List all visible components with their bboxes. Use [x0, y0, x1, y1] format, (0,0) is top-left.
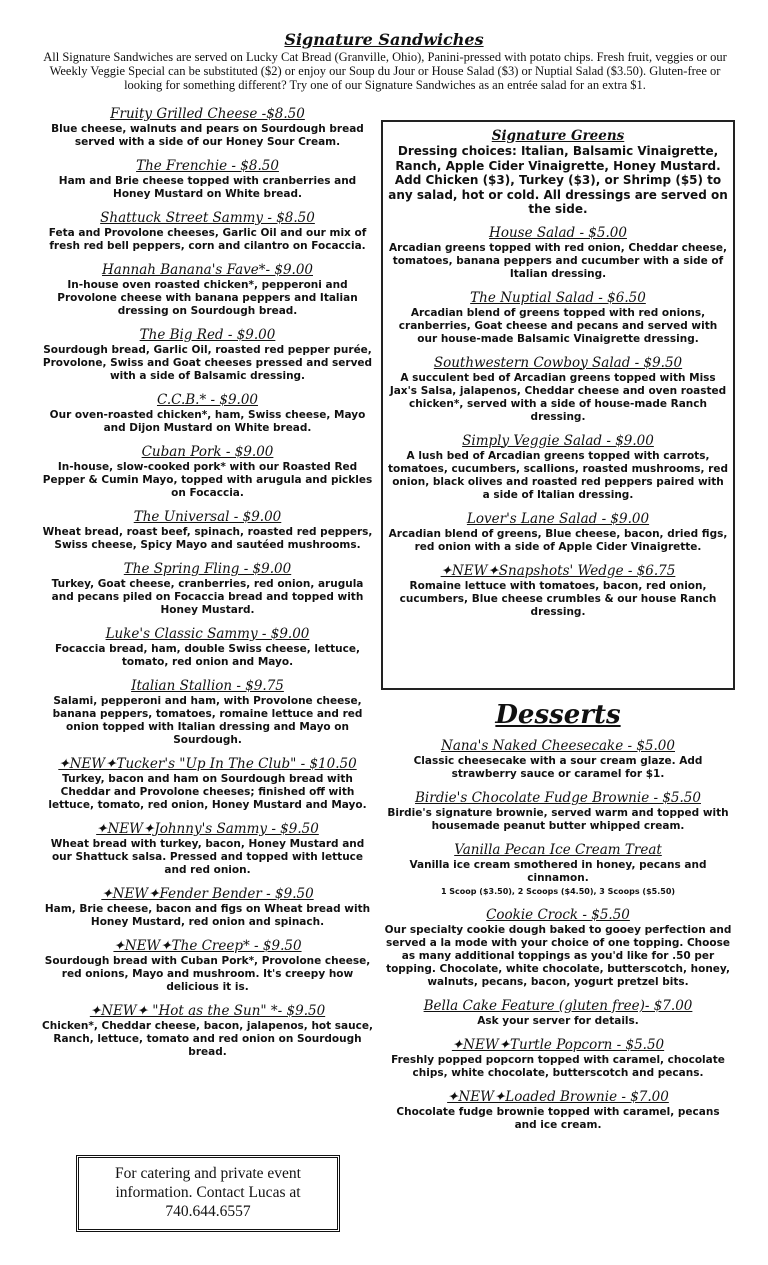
menu-item	[384, 1089, 732, 1132]
item-desc: Birdie's signature brownie, served warm and topped with housemade peanut butter whipped cream.	[387, 807, 729, 832]
item-name: ✦NEW✦Loaded Brownie - $7.00	[447, 1089, 669, 1105]
menu-item	[388, 433, 728, 502]
item-desc: Wheat bread, roast beef, spinach, roasted red peppers, Swiss cheese, Spicy Mayo and sautéed mushrooms.	[42, 526, 373, 551]
menu-item	[40, 444, 375, 500]
item-desc: Salami, pepperoni and ham, with Provolone cheese, banana peppers, tomatoes, romaine lettuce and red onion topped with Italian dressing and Mayo on Sourdough.	[52, 695, 363, 746]
menu-item	[384, 842, 732, 898]
menu-item	[384, 738, 732, 781]
item-desc: Vanilla ice cream smothered in honey, pecans and cinnamon.	[409, 859, 707, 884]
greens-intro: Dressing choices: Italian, Balsamic Vinaigrette, Ranch, Apple Cider Vinaigrette, Honey Mustard. Add Chicken ($3), Turkey ($3), or Shrimp ($5) to any salad, hot or cold. All dressings are served on the side.	[388, 144, 728, 216]
menu-item	[384, 907, 732, 989]
item-desc: A lush bed of Arcadian greens topped with carrots, tomatoes, cucumbers, scallions, roasted mushrooms, red onion, black olives and roasted red peppers paired with a side of Italian dressing.	[388, 449, 728, 501]
menu-item	[40, 821, 375, 877]
item-desc: Our specialty cookie dough baked to gooey perfection and served a la mode with your choice of one topping. Choose as many additional toppings as you'd like for .50 per topping. Chocolate, white chocolate, butterscotch, honey, walnuts, pecans, bacon, yogurt pretzel bits.	[384, 924, 732, 988]
item-desc: Ham and Brie cheese topped with cranberries and Honey Mustard on White bread.	[58, 175, 357, 200]
item-name: ✦NEW✦Snapshots' Wedge - $6.75	[440, 562, 676, 579]
item-name: C.C.B.* - $9.00	[156, 392, 259, 408]
sandwich-list	[40, 106, 375, 1068]
menu-item	[388, 355, 728, 424]
menu-item	[40, 938, 375, 994]
item-desc: Chocolate fudge brownie topped with caramel, pecans and ice cream.	[396, 1106, 720, 1131]
item-name: ✦NEW✦ "Hot as the Sun" *- $9.50	[89, 1003, 326, 1019]
item-name: The Spring Fling - $9.00	[123, 561, 292, 577]
item-name: ✦NEW✦Turtle Popcorn - $5.50	[451, 1037, 665, 1053]
item-desc: A succulent bed of Arcadian greens topped with Miss Jax's Salsa, jalapenos, Cheddar cheese and oven roasted chicken*, served with a side of house-made Ranch dressing.	[389, 371, 727, 423]
item-desc: Ask your server for details.	[477, 1015, 639, 1027]
menu-item	[40, 756, 375, 812]
item-desc: Turkey, bacon and ham on Sourdough bread with Cheddar and Provolone cheeses; finished off with lettuce, tomato, red onion, Honey Mustard and Mayo.	[48, 773, 367, 811]
item-desc: Sourdough bread, Garlic Oil, roasted red pepper purée, Provolone, Swiss and Goat cheeses pressed and served with a side of Balsamic dressing.	[42, 344, 373, 382]
item-name: Southwestern Cowboy Salad - $9.50	[433, 354, 683, 371]
item-desc: Arcadian greens topped with red onion, Cheddar cheese, tomatoes, banana peppers and cucumber with a side of Italian dressing.	[389, 241, 727, 280]
item-name: ✦NEW✦Tucker's "Up In The Club" - $10.50	[58, 756, 357, 772]
item-name: Cookie Crock - $5.50	[486, 907, 630, 923]
menu-item	[384, 1037, 732, 1080]
item-name: House Salad - $5.00	[489, 224, 627, 241]
item-name: Vanilla Pecan Ice Cream Treat	[454, 842, 662, 858]
menu-item	[388, 511, 728, 554]
menu-item	[40, 678, 375, 747]
menu-item	[40, 210, 375, 253]
catering-info-box: For catering and private event information. Contact Lucas at 740.644.6557	[76, 1155, 340, 1232]
item-name: ✦NEW✦Fender Bender - $9.50	[101, 886, 314, 902]
item-name: Luke's Classic Sammy - $9.00	[105, 626, 310, 642]
item-desc: In-house, slow-cooked pork* with our Roasted Red Pepper & Cumin Mayo, topped with arugula and pickles on Focaccia.	[42, 461, 373, 499]
menu-item	[40, 1003, 375, 1059]
item-name: Fruity Grilled Cheese -$8.50	[110, 106, 305, 122]
menu-item	[40, 158, 375, 201]
item-name: Hannah Banana's Fave*- $9.00	[102, 262, 313, 278]
menu-item	[40, 886, 375, 929]
item-name: ✦NEW✦Johnny's Sammy - $9.50	[96, 821, 319, 837]
item-desc: Blue cheese, walnuts and pears on Sourdough bread served with a side of our Honey Sour Cream.	[51, 123, 364, 148]
item-name: Bella Cake Feature (gluten free)- $7.00	[423, 998, 693, 1014]
menu-item	[40, 626, 375, 669]
page-title: Signature Sandwiches	[284, 30, 484, 49]
item-desc: Feta and Provolone cheeses, Garlic Oil and our mix of fresh red bell peppers, corn and cilantro on Focaccia.	[48, 227, 367, 252]
item-desc: Classic cheesecake with a sour cream glaze. Add strawberry sauce or caramel for $1.	[413, 755, 703, 780]
item-desc: Our oven-roasted chicken*, ham, Swiss cheese, Mayo and Dijon Mustard on White bread.	[49, 409, 366, 434]
item-desc: Sourdough bread with Cuban Pork*, Provolone cheese, red onions, Mayo and mushroom. It's creepy how delicious it is.	[44, 955, 371, 993]
item-name: Nana's Naked Cheesecake - $5.00	[441, 738, 675, 754]
item-name: Lover's Lane Salad - $9.00	[466, 510, 650, 527]
item-desc: Ham, Brie cheese, bacon and figs on Wheat bread with Honey Mustard, red onion and spinach.	[44, 903, 371, 928]
desserts-title: Desserts	[495, 700, 621, 730]
item-name: Shattuck Street Sammy - $8.50	[100, 210, 315, 226]
item-desc: Turkey, Goat cheese, cranberries, red onion, arugula and pecans piled on Focaccia bread and topped with Honey Mustard.	[51, 578, 364, 616]
menu-item	[40, 327, 375, 383]
menu-item	[388, 563, 728, 619]
greens-title: Signature Greens	[491, 128, 625, 144]
item-name: Italian Stallion - $9.75	[131, 678, 284, 694]
item-price-options: 1 Scoop ($3.50), 2 Scoops ($4.50), 3 Scoops ($5.50)	[440, 887, 676, 896]
dessert-list	[384, 738, 732, 1141]
item-name: The Big Red - $9.00	[139, 327, 276, 343]
item-name: Simply Veggie Salad - $9.00	[462, 432, 654, 449]
intro-text: All Signature Sandwiches are served on Lucky Cat Bread (Granville, Ohio), Panini-pressed with potato chips. Fresh fruit, veggies or our Weekly Veggie Special can be substituted ($2) or enjoy our Soup du Jour or House Salad ($3) or Nuptial Salad ($3.50). Gluten-free or looking for something different? Try one of our Signature Sandwiches as an entrée salad for an extra $1.	[43, 50, 727, 92]
item-desc: Arcadian blend of greens, Blue cheese, bacon, dried figs, red onion with a side of Apple Cider Vinaigrette.	[388, 527, 728, 553]
menu-item	[40, 262, 375, 318]
item-desc: Focaccia bread, ham, double Swiss cheese, lettuce, tomato, red onion and Mayo.	[55, 643, 360, 668]
menu-item	[388, 225, 728, 281]
item-name: Birdie's Chocolate Fudge Brownie - $5.50	[415, 790, 701, 806]
item-desc: Romaine lettuce with tomatoes, bacon, red onion, cucumbers, Blue cheese crumbles & our house Ranch dressing.	[399, 579, 717, 618]
item-desc: Chicken*, Cheddar cheese, bacon, jalapenos, hot sauce, Ranch, lettuce, tomato and red onion on Sourdough bread.	[42, 1020, 373, 1058]
menu-item	[40, 106, 375, 149]
menu-item	[388, 290, 728, 346]
item-name: The Universal - $9.00	[133, 509, 282, 525]
item-name: Cuban Pork - $9.00	[141, 444, 274, 460]
item-name: The Frenchie - $8.50	[136, 158, 279, 174]
item-desc: Arcadian blend of greens topped with red onions, cranberries, Goat cheese and pecans and served with our house-made Balsamic Vinaigrette dressing.	[398, 306, 718, 345]
item-desc: In-house oven roasted chicken*, pepperoni and Provolone cheese with banana peppers and Italian dressing on Sourdough bread.	[57, 279, 358, 317]
menu-item	[40, 561, 375, 617]
menu-item	[384, 790, 732, 833]
menu-item	[40, 509, 375, 552]
item-desc: Wheat bread with turkey, bacon, Honey Mustard and our Shattuck salsa. Pressed and topped with lettuce and red onion.	[50, 838, 365, 876]
menu-item	[40, 392, 375, 435]
item-desc: Freshly popped popcorn topped with caramel, chocolate chips, white chocolate, butterscotch and pecans.	[391, 1054, 725, 1079]
signature-greens-box	[381, 120, 735, 690]
item-name: ✦NEW✦The Creep* - $9.50	[113, 938, 302, 954]
item-name: The Nuptial Salad - $6.50	[470, 289, 646, 306]
menu-item	[384, 998, 732, 1028]
